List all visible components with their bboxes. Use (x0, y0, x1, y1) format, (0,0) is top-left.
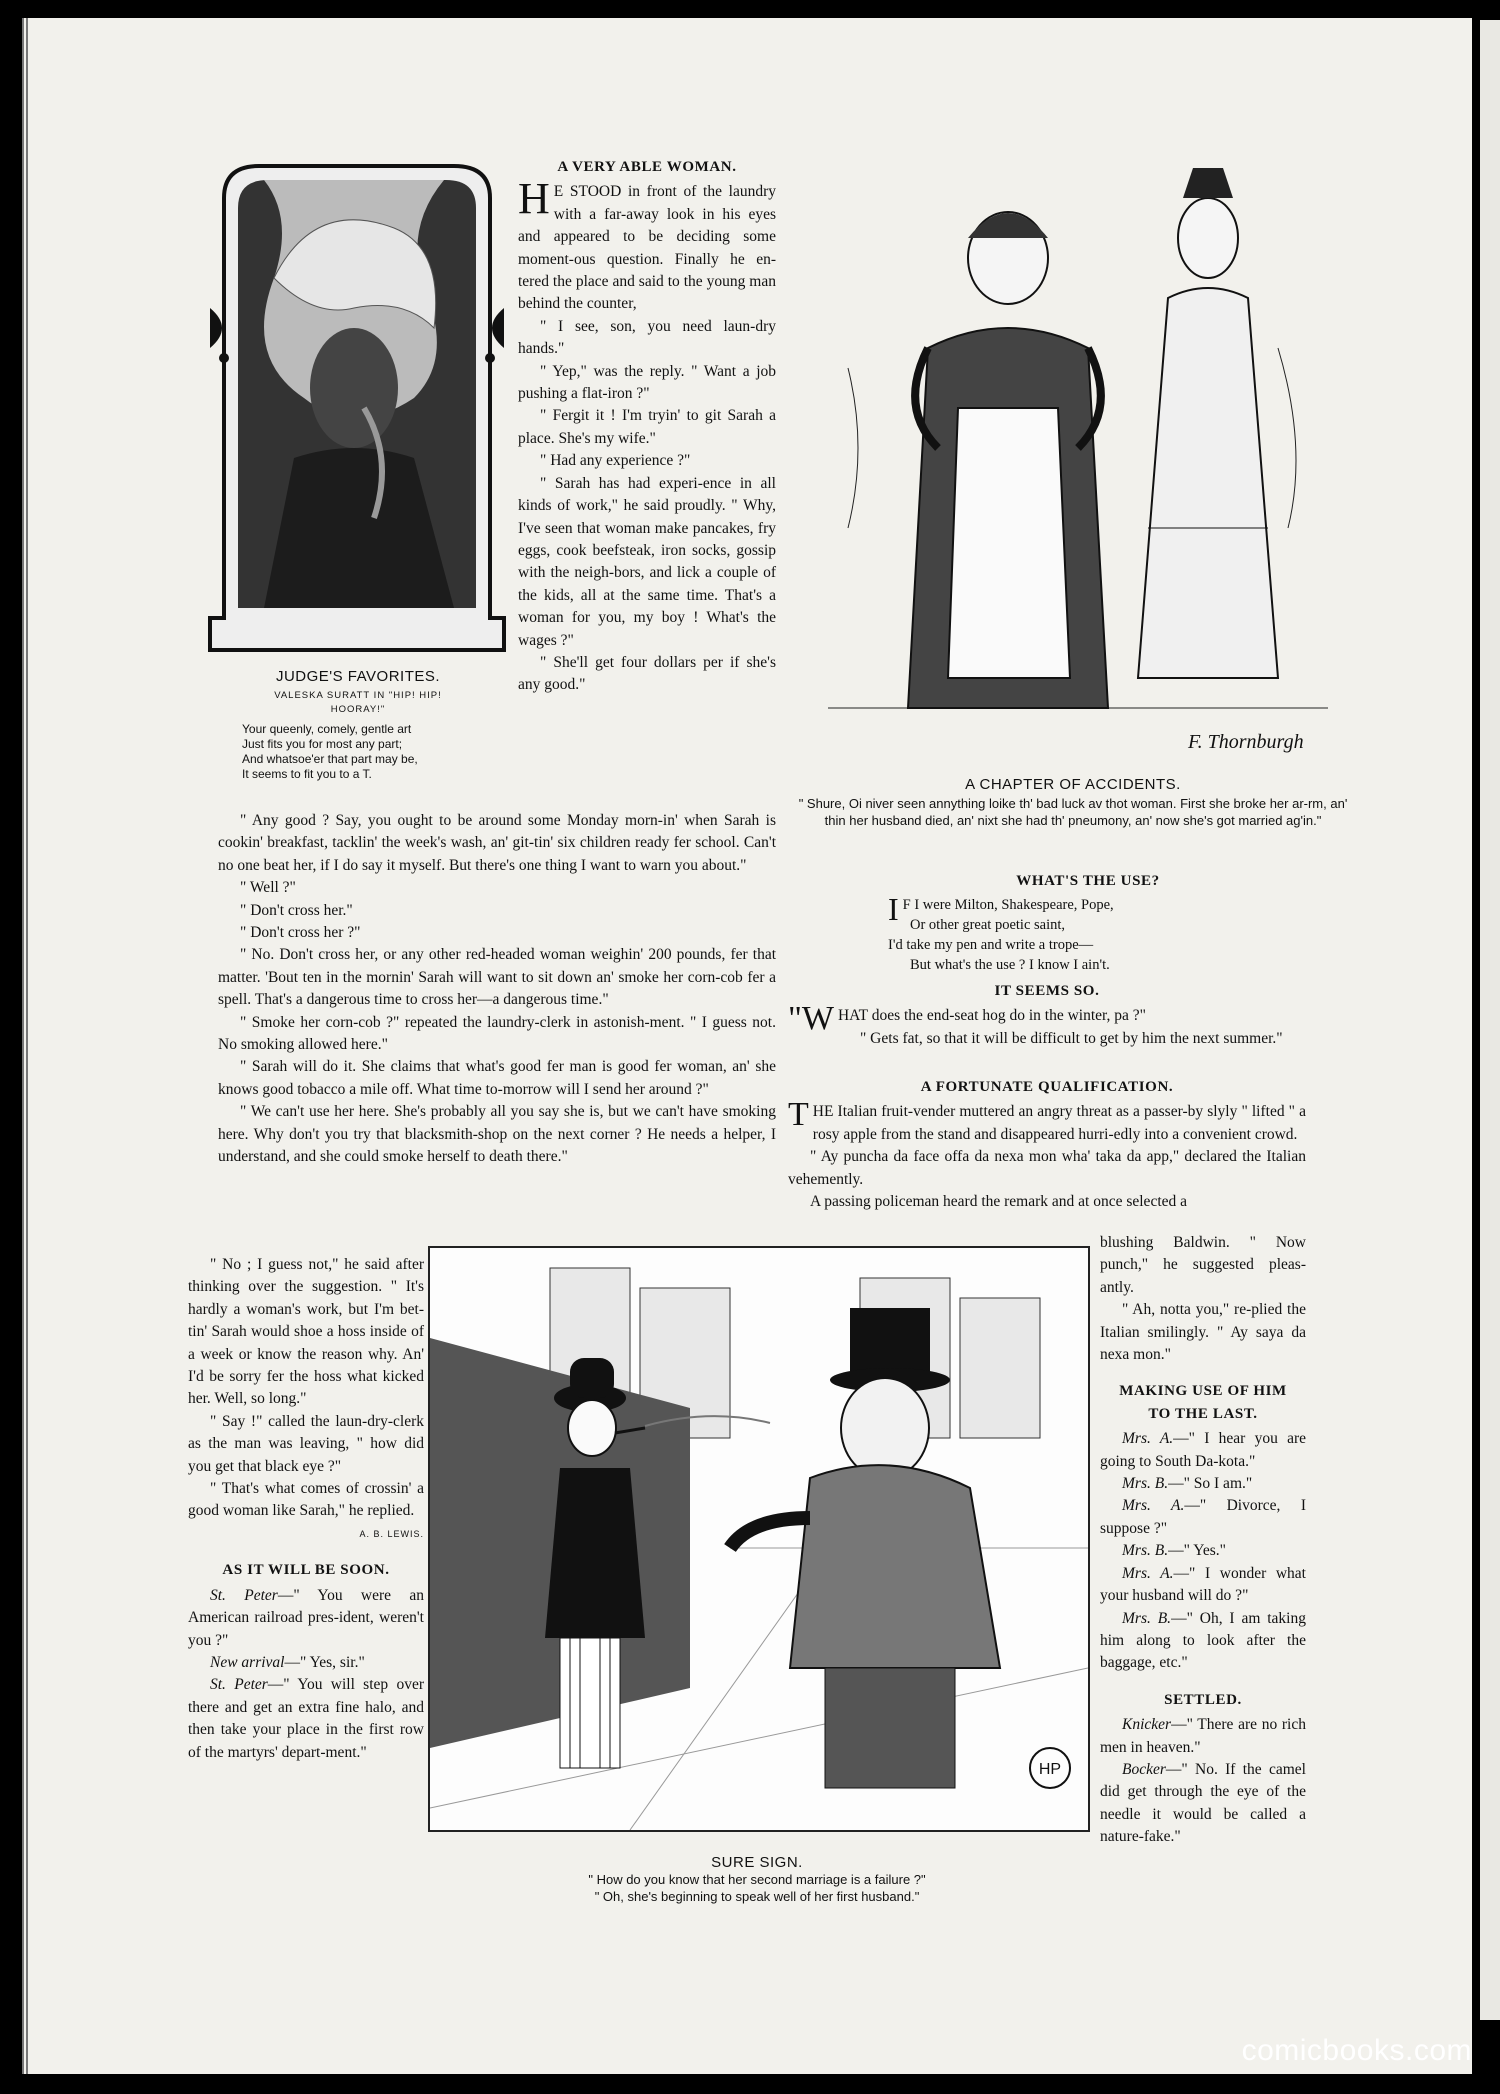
dropcap-h: H (518, 174, 550, 224)
able-woman-title: A VERY ABLE WOMAN. (557, 159, 737, 175)
fortunate-qualification: A FORTUNATE QUALIFICATION. THE Italian fruit-vender muttered an angry threat as a passer-by slyly " lifted " a rosy apple from the stand and disappeared hurri-edly into a convenient crowd. " Ay puncha da face offa da nexa mon wha' taka da app," declared the Italian vehemently. A passing policeman heard the remark and at once selected a (788, 1076, 1306, 1213)
watermark: comicbooks.com (1241, 2034, 1472, 2067)
sure-sign-q1: " How do you know that her second marriage is a failure ?" (588, 1872, 926, 1887)
able-woman-narrow: " No ; I guess not," he said after thinking over the suggestion. " It's hardly a woman's work, but I'm bet-tin' Sarah would shoe a hoss inside of a week or know the reason why. An' I'd be sorry fer the hoss what kicked her. Well, so long." " Say !" called the laun-dry-clerk as the man was leaving, " how did you get that black eye ?" " That's what comes of crossin' a good woman like Sarah," he replied. A. B. LEWIS. AS IT WILL BE SOON. St. Peter—" You were an American railroad pres-ident, weren't you ?" New arrival—" Yes, sir." St. Peter—" You will step over there and get an extra fine halo, and then take your place in the first row of the martyrs' depart-ment." (188, 1256, 425, 1761)
fortunate-title: A FORTUNATE QUALIFICATION. (920, 1079, 1174, 1095)
sure-sign-cartoon (428, 1246, 1090, 1832)
portrait-frame (204, 158, 510, 658)
making-use-title: MAKING USE OF HIM TO THE LAST. (1119, 1383, 1287, 1422)
chapter-illustration (808, 148, 1338, 768)
dropcap-i: I (888, 891, 899, 928)
chapter-title: A CHAPTER OF ACCIDENTS. (965, 776, 1181, 793)
two-women-drawing (808, 148, 1338, 768)
svg-text:F. Thornburgh: F. Thornburgh (1188, 731, 1304, 753)
chapter-quote: " Shure, Oi niver seen annything loike th' bad luck av thot woman. First she broke her ar-rm, an' thin her husband died, an' nixt she had th' pneumony, an' now she's got married ag'in." (798, 796, 1348, 828)
chapter-caption (798, 776, 1348, 829)
sure-sign-title: SURE SIGN. (711, 1854, 803, 1871)
as-it-will-be-soon-title: AS IT WILL BE SOON. (222, 1562, 390, 1579)
judges-verse: Your queenly, comely, gentle art Just fits you for most any part; And whatsoe'er that part may be, It seems to fit you to a T. (242, 722, 418, 781)
sure-sign-caption (428, 1854, 1086, 1905)
dropcap-t: T (788, 1096, 809, 1134)
signature-lewis: A. B. LEWIS. (359, 1528, 424, 1539)
artist-signature (1187, 731, 1304, 753)
whats-the-use-title: WHAT'S THE USE? (1016, 873, 1160, 889)
dropcap-w: "W (788, 1000, 834, 1038)
able-woman-column: A VERY ABLE WOMAN. H E STOOD in front of the laundry with a far-away look in his eyes and appeared to be deciding some moment-ous question. Finally he en-tered the place and said to the young man behind the counter, " I see, son, you need laun-dry hands." " Yep," was the reply. " Want a job pushing a flat-iron ?" " Fergit it ! I'm tryin' to git Sarah a place. She's my wife." " Had any experience ?" " Sarah has had experi-ence in all kinds of work," he said proudly. " Why, I've seen that woman make pancakes, fry eggs, cook beefsteak, iron socks, gossip with the neigh-bors, and lick a couple of the kids, all at the same time. That's a woman for you, my boy ! What's the wages ?" " She'll get four dollars per if she's any good." (518, 156, 776, 697)
monogram-hp: HP (1038, 1761, 1062, 1778)
whats-the-use: WHAT'S THE USE? I F I were Milton, Shakespeare, Pope, Or other great poetic saint, I'd take my pen and write a trope— But what's the use ? I know I ain't. (888, 870, 1288, 975)
judges-favorites-caption (218, 668, 498, 782)
able-woman-wide: " Any good ? Say, you ought to be around some Monday morn-in' when Sarah is cookin' breakfast, tacklin' the week's wash, an' git-tin' six children ready fer school. Can't no one beat her, if I do say it myself. But there's one thing I want to warn you about." " Well ?" " Don't cross her." " Don't cross her ?" " No. Don't cross her, or any other red-headed woman weighin' 200 pounds, fer that matter. 'Bout ten in the mornin' Sarah will want to sit down an' smoke her corn-cob fer a spell. That's a dangerous time to cross her—a dangerous time." " Smoke her corn-cob ?" repeated the laundry-clerk in astonish-ment. " I guess not. No smoking allowed here." " Sarah will do it. She claims that what's good fer man is good fer woman, an' she knows good tobacco a mile off. What time to-morrow will I send her around ?" " We can't use her here. She's probably all you say she is, but we can't have smoking here. Why don't you try that blacksmith-shop on the next corner ? He needs a helper, I understand, and she could smoke herself to death there." (218, 812, 776, 1166)
it-seems-so: IT SEEMS SO. "WHAT does the end-seat hog do in the winter, pa ?" " Gets fat, so that it will be difficult to get by him the next summer." (788, 980, 1306, 1050)
sure-sign-q2: " Oh, she's beginning to speak well of her first husband." (594, 1889, 920, 1904)
portrait-illustration (204, 158, 510, 658)
settled-title: SETTLED. (1164, 1691, 1242, 1708)
magazine-page (22, 18, 1472, 2074)
two-men-drawing (430, 1248, 1088, 1830)
adjacent-page-edge (1480, 20, 1500, 2020)
judges-subtitle: VALESKA SURATT IN "HIP! HIP! HOORAY!" (274, 690, 442, 715)
it-seems-so-title: IT SEEMS SO. (994, 983, 1100, 999)
judges-title: JUDGE'S FAVORITES. (275, 668, 441, 685)
fortunate-continued: blushing Baldwin. " Now punch," he suggested pleas-antly. " Ah, notta you," re-plied the Italian smilingly. " Ay saya da nexa mon." MAKING USE OF HIM TO THE LAST. Mrs. A.—" I hear you are going to South Da-kota." Mrs. B.—" So I am." Mrs. A.—" Divorce, I suppose ?" Mrs. B.—" Yes." Mrs. A.—" I wonder what your husband will do ?" Mrs. B.—" Oh, I am taking him along to look after the baggage, etc." SETTLED. Knicker—" There are no rich men in heaven." Bocker—" No. If the camel did get through the eye of the needle it would be called a nature-fake." (1100, 1234, 1306, 1846)
